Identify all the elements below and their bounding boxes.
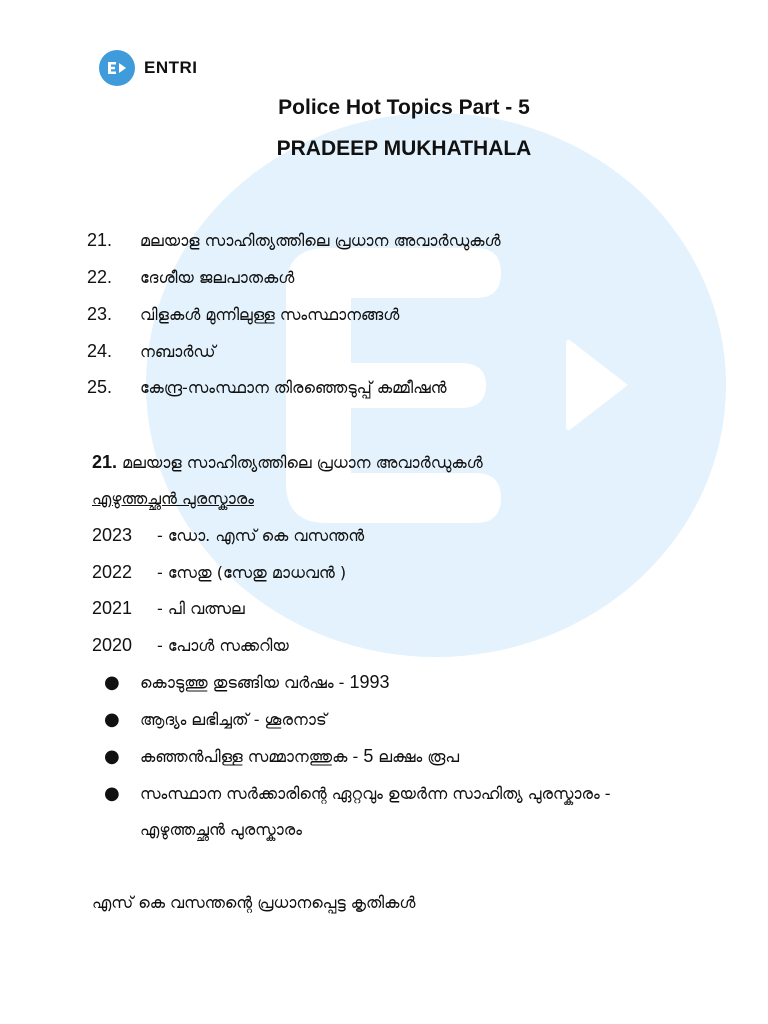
section-heading <box>92 452 483 473</box>
toc-text: വിളകൾ മുന്നിലുള്ള സംസ്ഥാനങ്ങൾ <box>140 305 400 324</box>
bullet-icon: ● <box>104 746 120 767</box>
fact-text: കൊടുത്തു തുടങ്ങിയ വർഷം - <box>140 673 350 692</box>
section-title: മലയാള സാഹിത്യത്തിലെ പ്രധാന അവാർഡുകൾ <box>122 453 483 472</box>
toc-number: 25. <box>87 377 113 397</box>
fact-text: സംസ്ഥാന സർക്കാരിന്റെ ഏറ്റവും ഉയർന്ന സാഹിത്യ പുരസ്കാരം - <box>140 784 611 803</box>
toc-number: 24. <box>87 341 113 361</box>
toc-item <box>87 377 447 398</box>
works-heading: എസ് കെ വസന്തന്റെ പ്രധാനപ്പെട്ട കൃതികൾ <box>92 893 416 912</box>
document-author: PRADEEP MUKHATHALA <box>276 137 532 160</box>
bullet-icon: ● <box>104 783 120 804</box>
toc-item <box>87 304 399 325</box>
document-title: Police Hot Topics Part - 5 <box>278 96 530 119</box>
winner-name: - സേതു (സേതു മാധവൻ ) <box>157 563 347 582</box>
winner-row <box>92 635 289 656</box>
winner-row <box>92 598 245 619</box>
fact-suffix: ലക്ഷം രൂപ <box>373 747 460 766</box>
fact-value: 1993 <box>349 672 390 692</box>
winner-row <box>92 525 364 546</box>
bullet-icon: ● <box>104 672 120 693</box>
toc-number: 21. <box>87 230 113 250</box>
toc-item <box>87 267 294 288</box>
entri-logo-icon <box>99 50 135 86</box>
brand-name: ENTRI <box>144 58 198 77</box>
toc-number: 23. <box>87 304 113 324</box>
winner-year: 2023 <box>92 525 133 545</box>
fact-continuation: എഴുത്തച്ഛൻ പുരസ്കാരം <box>140 820 302 839</box>
toc-text: കേന്ദ്ര-സംസ്ഥാന തിരഞ്ഞെടുപ്പ് കമ്മീഷൻ <box>140 378 447 397</box>
fact-text: ആദ്യം ലഭിച്ചത് - ശൂരനാട് <box>140 710 327 729</box>
fact-value: 5 <box>363 746 374 766</box>
fact-item <box>104 709 327 730</box>
section-number: 21. <box>92 452 118 472</box>
fact-text: കഞ്ഞൻപിള്ള സമ്മാനത്തുക - <box>140 747 364 766</box>
toc-item <box>87 341 216 362</box>
winner-row <box>92 562 346 583</box>
winner-name: - പി വത്സല <box>157 599 245 618</box>
winner-year: 2020 <box>92 635 133 655</box>
toc-text: ദേശീയ ജലപാതകൾ <box>140 268 295 287</box>
toc-text: നബാർഡ് <box>140 342 216 361</box>
bullet-icon: ● <box>104 709 120 730</box>
fact-item <box>104 672 390 693</box>
winner-name: - പോൾ സക്കറിയ <box>157 636 289 655</box>
winner-year: 2021 <box>92 598 133 618</box>
fact-item <box>104 746 459 767</box>
toc-text: മലയാള സാഹിത്യത്തിലെ പ്രധാന അവാർഡുകൾ <box>140 231 501 250</box>
toc-number: 22. <box>87 267 113 287</box>
toc-item <box>87 230 501 251</box>
winner-year: 2022 <box>92 562 133 582</box>
winner-name: - ഡോ. എസ് കെ വസന്തൻ <box>157 526 365 545</box>
award-subheading: എഴുത്തച്ഛൻ പുരസ്കാരം <box>92 489 254 508</box>
fact-item <box>104 783 611 804</box>
entri-logo <box>99 50 198 86</box>
